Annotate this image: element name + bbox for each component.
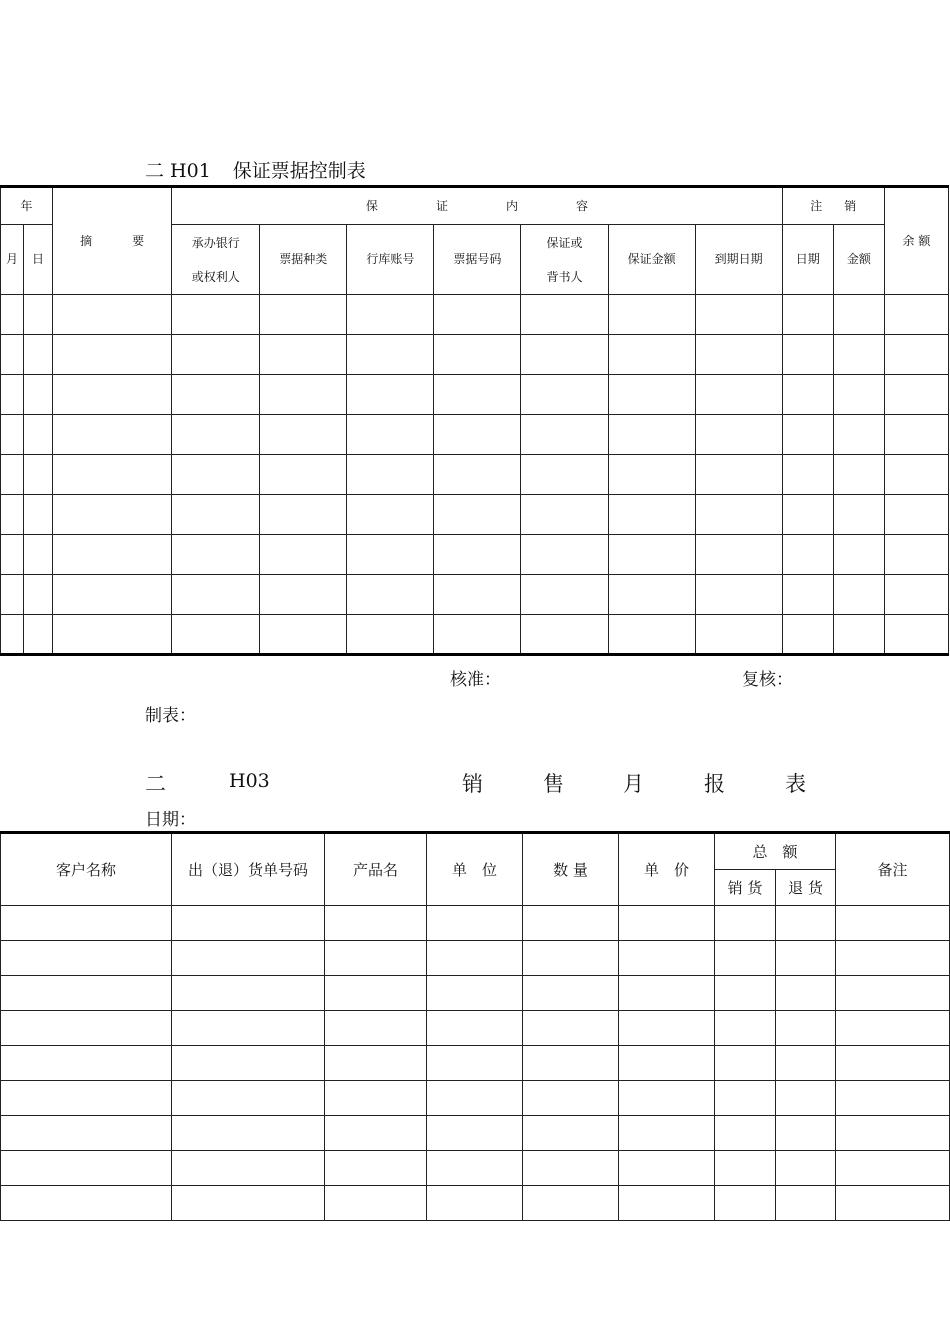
price-header: 单 价: [619, 833, 715, 906]
table-cell[interactable]: [695, 375, 782, 415]
table-cell[interactable]: [715, 1011, 776, 1046]
table-cell[interactable]: [1, 1046, 172, 1081]
table-cell[interactable]: [53, 335, 172, 375]
table-cell[interactable]: [172, 1081, 325, 1116]
table-cell[interactable]: [833, 415, 884, 455]
product-header: 产品名: [325, 833, 427, 906]
monthly-sales-rows: [1, 906, 950, 1221]
table-cell[interactable]: [521, 615, 608, 655]
guarantee-bill-rows: [1, 295, 949, 655]
sales-header: 销 货: [715, 870, 776, 906]
table-cell[interactable]: [347, 575, 434, 615]
table-cell[interactable]: [776, 1186, 836, 1221]
table-cell[interactable]: [434, 455, 521, 495]
form1-title-code: 二 H01: [145, 160, 211, 182]
table-cell[interactable]: [523, 1186, 619, 1221]
quantity-header: 数 量: [523, 833, 619, 906]
table-cell[interactable]: [260, 335, 347, 375]
table-cell[interactable]: [776, 1046, 836, 1081]
month-header: 月: [1, 225, 24, 295]
form2-title-char: 报: [704, 772, 725, 796]
table-cell[interactable]: [172, 535, 260, 575]
table-cell[interactable]: [715, 1046, 776, 1081]
table-cell[interactable]: [695, 415, 782, 455]
table-cell[interactable]: [836, 1011, 950, 1046]
table-row: [1, 375, 949, 415]
content-char: 保: [365, 198, 378, 213]
table-cell[interactable]: [836, 906, 950, 941]
table-cell[interactable]: [24, 335, 53, 375]
table-cell[interactable]: [53, 455, 172, 495]
table-cell[interactable]: [715, 1116, 776, 1151]
table-cell[interactable]: [608, 535, 695, 575]
table-cell[interactable]: [884, 295, 948, 335]
table-cell[interactable]: [427, 906, 523, 941]
table-cell[interactable]: [1, 575, 24, 615]
monthly-sales-table: [0, 831, 950, 1221]
table-row: [1, 1046, 950, 1081]
table-cell[interactable]: [836, 1116, 950, 1151]
table-cell[interactable]: [24, 495, 53, 535]
table-cell[interactable]: [836, 1151, 950, 1186]
table-cell[interactable]: [325, 941, 427, 976]
table-cell[interactable]: [715, 1186, 776, 1221]
table-cell[interactable]: [1, 495, 24, 535]
table-cell[interactable]: [172, 906, 325, 941]
guarantor-line-1: 保证或: [546, 235, 583, 250]
table-cell[interactable]: [619, 1046, 715, 1081]
balance-header: 余 额: [884, 187, 948, 295]
table-cell[interactable]: [619, 1151, 715, 1186]
content-char: 证: [435, 198, 448, 213]
table-cell[interactable]: [782, 375, 833, 415]
cancel-amount-header: 金额: [833, 225, 884, 295]
table-cell[interactable]: [347, 415, 434, 455]
content-char: 内: [505, 198, 518, 213]
table-cell[interactable]: [172, 335, 260, 375]
table-cell[interactable]: [695, 575, 782, 615]
table-cell[interactable]: [695, 455, 782, 495]
table-cell[interactable]: [260, 535, 347, 575]
table-cell[interactable]: [833, 335, 884, 375]
guarantee-bill-table: [0, 185, 949, 656]
guarantor-header: [521, 225, 608, 295]
table-row: [1, 1116, 950, 1151]
table-cell[interactable]: [325, 906, 427, 941]
table-cell[interactable]: [427, 1186, 523, 1221]
table-cell[interactable]: [1, 295, 24, 335]
order-no-header: 出（退）货单号码: [172, 833, 325, 906]
table-cell[interactable]: [782, 575, 833, 615]
table-cell[interactable]: [884, 455, 948, 495]
table-cell[interactable]: [347, 615, 434, 655]
table-cell[interactable]: [619, 1116, 715, 1151]
table-row: [1, 1081, 950, 1116]
summary-char-a: 摘: [80, 233, 93, 248]
table-row: [1, 535, 949, 575]
table-cell[interactable]: [776, 976, 836, 1011]
prepared-label: 制表：: [145, 706, 196, 726]
table-cell[interactable]: [833, 495, 884, 535]
table-cell[interactable]: [325, 1151, 427, 1186]
table-cell[interactable]: [325, 1116, 427, 1151]
table-cell[interactable]: [833, 575, 884, 615]
bank-line-1: 承办银行: [191, 235, 240, 250]
bank-header: [172, 225, 260, 295]
table-cell[interactable]: [608, 495, 695, 535]
table-row: [1, 1151, 950, 1186]
table-cell[interactable]: [521, 575, 608, 615]
table-row: [1, 1186, 950, 1221]
table-cell[interactable]: [776, 1116, 836, 1151]
cancel-date-header: 日期: [782, 225, 833, 295]
table-cell[interactable]: [260, 575, 347, 615]
table-cell[interactable]: [836, 1046, 950, 1081]
table-cell[interactable]: [347, 375, 434, 415]
table-cell[interactable]: [782, 415, 833, 455]
table-row: [1, 455, 949, 495]
table-cell[interactable]: [1, 335, 24, 375]
table-cell[interactable]: [782, 295, 833, 335]
table-cell[interactable]: [325, 1081, 427, 1116]
table-cell[interactable]: [619, 1081, 715, 1116]
table-row: [1, 615, 949, 655]
summary-header: [53, 187, 172, 295]
review-label: 复核：: [742, 670, 793, 690]
table-cell[interactable]: [521, 495, 608, 535]
table-cell[interactable]: [347, 495, 434, 535]
table-cell[interactable]: [884, 415, 948, 455]
table-cell[interactable]: [782, 615, 833, 655]
table-cell[interactable]: [427, 1046, 523, 1081]
table-cell[interactable]: [172, 415, 260, 455]
table-cell[interactable]: [1, 375, 24, 415]
form2-title-char: 售: [543, 772, 564, 796]
table-cell[interactable]: [782, 495, 833, 535]
table-cell[interactable]: [608, 335, 695, 375]
returns-header: 退 货: [776, 870, 836, 906]
table-cell[interactable]: [53, 495, 172, 535]
table-cell[interactable]: [608, 575, 695, 615]
table-cell[interactable]: [24, 295, 53, 335]
table-cell[interactable]: [172, 1151, 325, 1186]
table-cell[interactable]: [619, 1011, 715, 1046]
table-cell[interactable]: [53, 375, 172, 415]
table-cell[interactable]: [427, 1116, 523, 1151]
table-cell[interactable]: [884, 375, 948, 415]
table-cell[interactable]: [53, 295, 172, 335]
table-cell[interactable]: [347, 335, 434, 375]
table-cell[interactable]: [715, 941, 776, 976]
table-cell[interactable]: [523, 1081, 619, 1116]
table-cell[interactable]: [884, 535, 948, 575]
table-cell[interactable]: [523, 941, 619, 976]
table-cell[interactable]: [715, 976, 776, 1011]
table-cell[interactable]: [172, 455, 260, 495]
table-cell[interactable]: [427, 941, 523, 976]
table-cell[interactable]: [427, 976, 523, 1011]
table-cell[interactable]: [608, 415, 695, 455]
table-cell[interactable]: [884, 335, 948, 375]
table-row: [1, 415, 949, 455]
table-cell[interactable]: [1, 941, 172, 976]
table-row: [1, 295, 949, 335]
table-cell[interactable]: [521, 455, 608, 495]
table-cell[interactable]: [608, 375, 695, 415]
table-cell[interactable]: [260, 615, 347, 655]
table-cell[interactable]: [325, 1186, 427, 1221]
table-cell[interactable]: [53, 575, 172, 615]
table-cell[interactable]: [884, 615, 948, 655]
table-cell[interactable]: [427, 1081, 523, 1116]
guarantor-line-2: 背书人: [546, 269, 583, 284]
cancel-char-a: 注: [810, 198, 823, 213]
bill-type-header: 票据种类: [260, 225, 347, 295]
table-cell[interactable]: [434, 615, 521, 655]
account-header: 行库账号: [347, 225, 434, 295]
table-cell[interactable]: [347, 455, 434, 495]
table-cell[interactable]: [172, 575, 260, 615]
table-cell[interactable]: [1, 1116, 172, 1151]
table-cell[interactable]: [695, 295, 782, 335]
table-cell[interactable]: [836, 1186, 950, 1221]
table-cell[interactable]: [347, 295, 434, 335]
table-cell[interactable]: [325, 1046, 427, 1081]
table-cell[interactable]: [24, 455, 53, 495]
table-cell[interactable]: [836, 941, 950, 976]
table-cell[interactable]: [776, 1081, 836, 1116]
table-row: [1, 575, 949, 615]
table-cell[interactable]: [260, 375, 347, 415]
form2-title-num: H03: [229, 770, 270, 792]
table-cell[interactable]: [172, 1186, 325, 1221]
guarantee-content-header: [172, 187, 783, 225]
customer-header: 客户名称: [1, 833, 172, 906]
table-row: [1, 976, 950, 1011]
table-cell[interactable]: [434, 535, 521, 575]
total-header: 总 额: [715, 833, 836, 870]
table-cell[interactable]: [1, 1151, 172, 1186]
table-cell[interactable]: [776, 906, 836, 941]
table-cell[interactable]: [1, 615, 24, 655]
table-cell[interactable]: [172, 375, 260, 415]
table-cell[interactable]: [884, 575, 948, 615]
table-cell[interactable]: [260, 455, 347, 495]
unit-header: 单 位: [427, 833, 523, 906]
table-row: [1, 495, 949, 535]
table-row: [1, 906, 950, 941]
table-cell[interactable]: [782, 335, 833, 375]
table-row: [1, 335, 949, 375]
table-cell[interactable]: [836, 1081, 950, 1116]
table-row: [1, 941, 950, 976]
table-cell[interactable]: [53, 415, 172, 455]
table-cell[interactable]: [523, 976, 619, 1011]
year-header: 年: [1, 187, 53, 225]
table-cell[interactable]: [833, 615, 884, 655]
table-cell[interactable]: [695, 615, 782, 655]
table-cell[interactable]: [521, 415, 608, 455]
due-date-header: 到期日期: [695, 225, 782, 295]
table-cell[interactable]: [776, 1011, 836, 1046]
table-cell[interactable]: [695, 495, 782, 535]
date-label: 日期：: [145, 810, 196, 830]
table-cell[interactable]: [172, 1011, 325, 1046]
table-cell[interactable]: [715, 1151, 776, 1186]
table-cell[interactable]: [434, 335, 521, 375]
table-cell[interactable]: [53, 615, 172, 655]
table-cell[interactable]: [260, 415, 347, 455]
table-cell[interactable]: [695, 535, 782, 575]
table-cell[interactable]: [523, 1011, 619, 1046]
table-row: [1, 1011, 950, 1046]
table-cell[interactable]: [1, 415, 24, 455]
table-cell[interactable]: [1, 1186, 172, 1221]
table-cell[interactable]: [1, 1011, 172, 1046]
table-cell[interactable]: [833, 375, 884, 415]
bill-no-header: 票据号码: [434, 225, 521, 295]
table-cell[interactable]: [521, 335, 608, 375]
table-cell[interactable]: [833, 295, 884, 335]
table-cell[interactable]: [24, 535, 53, 575]
summary-char-b: 要: [132, 233, 145, 248]
table-cell[interactable]: [884, 495, 948, 535]
table-cell[interactable]: [427, 1011, 523, 1046]
table-cell[interactable]: [172, 1116, 325, 1151]
table-cell[interactable]: [347, 535, 434, 575]
table-cell[interactable]: [260, 295, 347, 335]
table-cell[interactable]: [608, 295, 695, 335]
form2-title-char: 表: [785, 772, 806, 796]
approve-label: 核准：: [450, 670, 501, 690]
table-cell[interactable]: [523, 906, 619, 941]
table-cell[interactable]: [434, 375, 521, 415]
table-cell[interactable]: [53, 535, 172, 575]
cancel-header: [782, 187, 884, 225]
cancel-char-b: 销: [844, 198, 857, 213]
table-cell[interactable]: [325, 1011, 427, 1046]
table-cell[interactable]: [434, 495, 521, 535]
table-cell[interactable]: [523, 1046, 619, 1081]
table-cell[interactable]: [608, 615, 695, 655]
table-cell[interactable]: [24, 375, 53, 415]
table-cell[interactable]: [172, 295, 260, 335]
table-cell[interactable]: [715, 1081, 776, 1116]
table-cell[interactable]: [521, 295, 608, 335]
table-cell[interactable]: [521, 535, 608, 575]
table-cell[interactable]: [521, 375, 608, 415]
table-cell[interactable]: [619, 906, 715, 941]
table-cell[interactable]: [172, 495, 260, 535]
table-cell[interactable]: [695, 335, 782, 375]
remarks-header: 备注: [836, 833, 950, 906]
table-cell[interactable]: [1, 976, 172, 1011]
form2-title-char: 月: [623, 772, 644, 796]
table-cell[interactable]: [434, 415, 521, 455]
table-cell[interactable]: [434, 295, 521, 335]
table-cell[interactable]: [608, 455, 695, 495]
table-cell[interactable]: [325, 976, 427, 1011]
table-cell[interactable]: [24, 415, 53, 455]
bank-line-2: 或权利人: [191, 269, 240, 284]
table-cell[interactable]: [1, 455, 24, 495]
table-cell[interactable]: [172, 615, 260, 655]
table-cell[interactable]: [776, 941, 836, 976]
table-cell[interactable]: [172, 976, 325, 1011]
amount-header: 保证金额: [608, 225, 695, 295]
table-cell[interactable]: [619, 976, 715, 1011]
table-cell[interactable]: [782, 535, 833, 575]
form2-title-char: 销: [462, 772, 483, 796]
form1-title-text: 保证票据控制表: [232, 160, 366, 182]
table-cell[interactable]: [172, 941, 325, 976]
table-cell[interactable]: [434, 575, 521, 615]
form1-title: [145, 156, 366, 183]
form2-title-code: 二: [145, 772, 166, 796]
table-cell[interactable]: [1, 1081, 172, 1116]
table-cell[interactable]: [1, 535, 24, 575]
table-cell[interactable]: [24, 615, 53, 655]
table-cell[interactable]: [782, 455, 833, 495]
table-cell[interactable]: [833, 455, 884, 495]
table-cell[interactable]: [523, 1116, 619, 1151]
table-cell[interactable]: [619, 1186, 715, 1221]
table-cell[interactable]: [427, 1151, 523, 1186]
table-cell[interactable]: [776, 1151, 836, 1186]
table-cell[interactable]: [172, 1046, 325, 1081]
table-cell[interactable]: [619, 941, 715, 976]
table-cell[interactable]: [1, 906, 172, 941]
day-header: 日: [24, 225, 53, 295]
table-cell[interactable]: [523, 1151, 619, 1186]
table-cell[interactable]: [715, 906, 776, 941]
table-cell[interactable]: [260, 495, 347, 535]
table-cell[interactable]: [24, 575, 53, 615]
content-char: 容: [575, 198, 588, 213]
table-cell[interactable]: [833, 535, 884, 575]
table-cell[interactable]: [836, 976, 950, 1011]
